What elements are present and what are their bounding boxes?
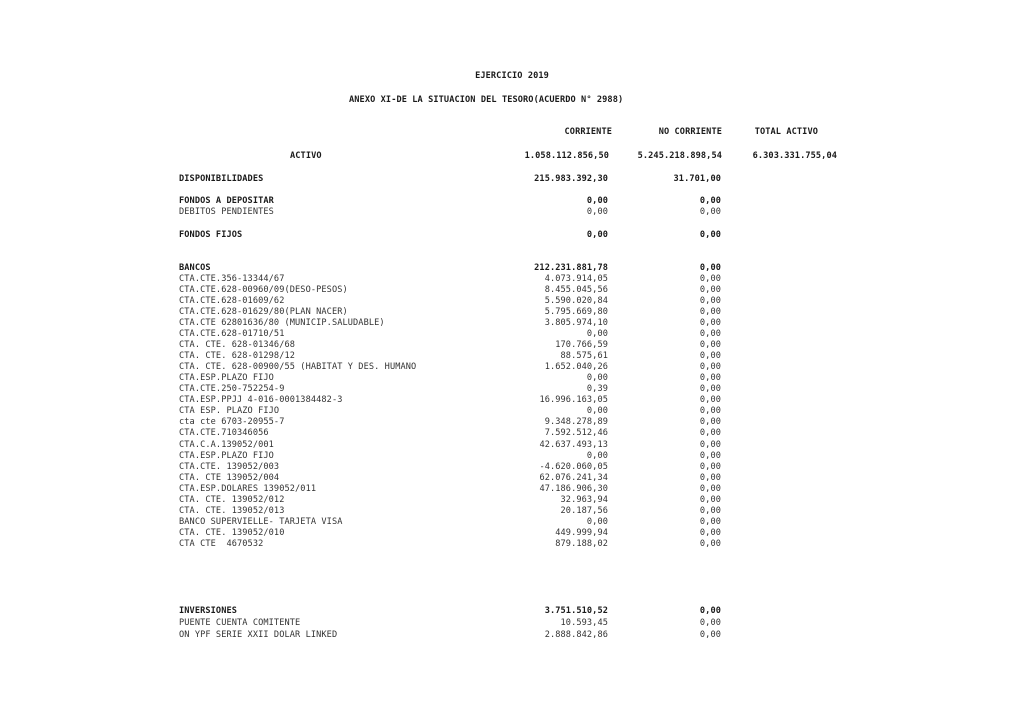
table-row-non-current: 0,00 [699,484,721,494]
table-row-non-current: 0,00 [699,373,721,383]
column-header-current: CORRIENTE [564,127,612,137]
table-row-label: CTA.CTE.628-01710/51 [179,329,285,339]
table-row-non-current: 0,00 [699,440,721,450]
table-row-label: CTA.C.A.139052/001 [179,440,274,450]
table-row-current: 88.575,61 [560,351,608,361]
table-row-label: CTA CTE 4670532 [179,539,264,549]
activo-current: 1.058.112.856,50 [524,151,609,161]
activo-total: 6.303.331.755,04 [752,151,837,161]
table-row-non-current: 0,00 [699,285,721,295]
table-row-current: 5.590.020,84 [544,296,608,306]
table-row-current: 0,00 [586,329,608,339]
table-row-label: CTA.CTE.628-00960/09(DESO-PESOS) [179,285,348,295]
table-row-label: CTA. CTE. 139052/013 [179,506,285,516]
table-row-label: CTA. CTE. 628-01298/12 [179,351,296,361]
table-row-non-current: 0,00 [699,296,721,306]
document-year: EJERCICIO 2019 [475,71,549,81]
table-row-current: 42.637.493,13 [539,440,608,450]
table-row-label: CTA.ESP.PPJJ 4-016-0001384482-3 [179,395,343,405]
table-row-non-current: 0,00 [699,406,721,416]
document-title: ANEXO XI-DE LA SITUACION DEL TESORO(ACUERDO N° 2988) [349,95,624,105]
table-row-non-current: 0,00 [699,473,721,483]
table-row-current: 4.073.914,05 [544,274,608,284]
table-row-non-current: 0,00 [699,274,721,284]
table-row-non-current: 0,00 [699,528,721,538]
table-row-non-current: 0,00 [699,451,721,461]
inversiones-label: INVERSIONES [179,606,238,616]
table-row-label: CTA.ESP.PLAZO FIJO [179,373,274,383]
table-row-label: CTA.CTE.628-01609/62 [179,296,285,306]
table-row-current: -4.620.060,05 [539,462,608,472]
table-row-non-current: 0,00 [699,462,721,472]
activo-non-current: 5.245.218.898,54 [637,151,722,161]
table-row-current: 449.999,94 [555,528,608,538]
table-row-current: 47.186.906,30 [539,484,608,494]
table-row-current: 170.766,59 [555,340,608,350]
table-row-label: ON YPF SERIE XXII DOLAR LINKED [179,630,338,640]
fondos-fijos-label: FONDOS FIJOS [179,230,243,240]
table-row-non-current: 0,00 [699,384,721,394]
table-row-non-current: 0,00 [699,495,721,505]
table-row-non-current: 0,00 [699,517,721,527]
table-row-label: PUENTE CUENTA COMITENTE [179,618,301,628]
table-row-non-current: 0,00 [699,318,721,328]
table-row-label: CTA.CTE.250-752254-9 [179,384,285,394]
table-row-non-current: 0,00 [699,395,721,405]
debitos-pendientes-non-current: 0,00 [699,207,721,217]
table-row-non-current: 0,00 [699,506,721,516]
table-row-label: CTA ESP. PLAZO FIJO [179,406,280,416]
table-row-current: 62.076.241,34 [539,473,608,483]
disponibilidades-current: 215.983.392,30 [534,174,608,184]
table-row-current: 0,00 [586,406,608,416]
table-row-current: 0,00 [586,451,608,461]
table-row-current: 879.188,02 [555,539,608,549]
table-row-non-current: 0,00 [699,351,721,361]
disponibilidades-non-current: 31.701,00 [673,174,721,184]
table-row-current: 1.652.040,26 [544,362,608,372]
table-row-non-current: 0,00 [699,362,721,372]
table-row-current: 16.996.163,05 [539,395,608,405]
table-row-non-current: 0,00 [699,539,721,549]
table-row-label: CTA. CTE 139052/004 [179,473,280,483]
table-row-current: 0,00 [586,517,608,527]
table-row-current: 20.187,56 [560,506,608,516]
table-row-non-current: 0,00 [699,618,721,628]
table-row-current: 3.805.974,10 [544,318,608,328]
column-header-non-current: NO CORRIENTE [658,127,722,137]
table-row-current: 2.888.842,86 [544,630,608,640]
table-row-current: 10.593,45 [560,618,608,628]
table-row-non-current: 0,00 [699,630,721,640]
table-row-label: CTA. CTE. 139052/012 [179,495,285,505]
table-row-label: BANCO SUPERVIELLE- TARJETA VISA [179,517,343,527]
inversiones-current: 3.751.510,52 [544,606,608,616]
table-row-label: CTA.ESP.PLAZO FIJO [179,451,274,461]
table-row-non-current: 0,00 [699,340,721,350]
table-row-label: CTA. CTE. 139052/010 [179,528,285,538]
table-row-label: CTA.CTE. 139052/003 [179,462,280,472]
table-row-non-current: 0,00 [699,428,721,438]
debitos-pendientes-current: 0,00 [586,207,608,217]
table-row-label: CTA.CTE.356-13344/67 [179,274,285,284]
fondos-a-depositar-label: FONDOS A DEPOSITAR [179,196,274,206]
table-row-label: CTA.CTE 62801636/80 (MUNICIP.SALUDABLE) [179,318,385,328]
table-row-label: CTA.CTE.628-01629/80(PLAN NACER) [179,307,348,317]
table-row-current: 32.963,94 [560,495,608,505]
fondos-fijos-non-current: 0,00 [699,230,721,240]
table-row-non-current: 0,00 [699,307,721,317]
debitos-pendientes-label: DEBITOS PENDIENTES [179,207,274,217]
table-row-label: CTA. CTE. 628-00900/55 (HABITAT Y DES. HUMANO [179,362,417,372]
activo-label: ACTIVO [290,151,322,161]
table-row-label: CTA.CTE.710346056 [179,428,269,438]
fondos-a-depositar-current: 0,00 [586,196,608,206]
bancos-current: 212.231.881,78 [534,263,608,273]
table-row-non-current: 0,00 [699,417,721,427]
table-row-current: 0,39 [586,384,608,394]
table-row-label: cta cte 6703-20955-7 [179,417,285,427]
table-row-label: CTA. CTE. 628-01346/68 [179,340,296,350]
table-row-current: 7.592.512,46 [544,428,608,438]
fondos-a-depositar-non-current: 0,00 [699,196,721,206]
table-row-current: 8.455.045,56 [544,285,608,295]
fondos-fijos-current: 0,00 [586,230,608,240]
table-row-current: 9.348.278,89 [544,417,608,427]
disponibilidades-label: DISPONIBILIDADES [179,174,264,184]
table-row-current: 0,00 [586,373,608,383]
table-row-label: CTA.ESP.DOLARES 139052/011 [179,484,317,494]
inversiones-non-current: 0,00 [699,606,721,616]
bancos-label: BANCOS [179,263,211,273]
table-row-current: 5.795.669,80 [544,307,608,317]
column-header-total: TOTAL ACTIVO [754,127,818,137]
bancos-non-current: 0,00 [699,263,721,273]
table-row-non-current: 0,00 [699,329,721,339]
